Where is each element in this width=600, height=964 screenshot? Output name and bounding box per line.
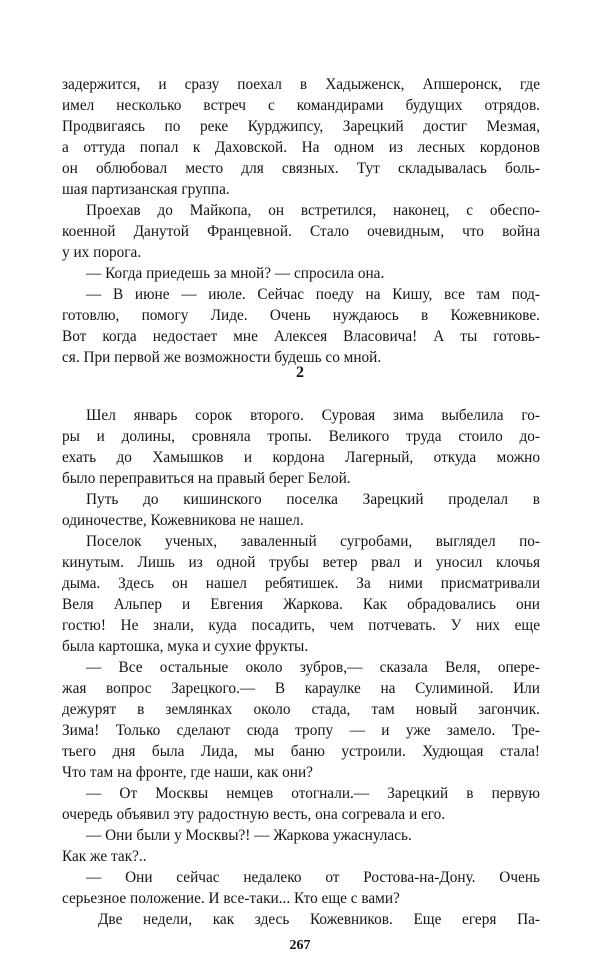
dialogue-line: — В июне — июле. Сейчас поеду на Кишу, все там под-	[86, 286, 540, 303]
text-line: Продвигаясь по реке Курджипсу, Зарецкий достиг Мезмая,	[62, 118, 540, 135]
text-line: одиночестве, Кожевникова не нашел.	[62, 512, 304, 529]
page-number: 267	[289, 938, 311, 953]
text-line: жая вопрос Зарецкого.— В караулке на Сулиминой. Или	[62, 680, 540, 697]
text-line: гостю! Не знали, куда посадить, чем потчевать. У них еще	[62, 617, 540, 634]
text-line: Поселок ученых, заваленный сугробами, выглядел по-	[86, 533, 540, 550]
text-line: Зима! Только сделают сюда тропу — и уже замело. Тре-	[62, 722, 540, 739]
text-line: Проехав до Майкопа, он встретился, наконец, с обеспо-	[86, 202, 540, 219]
text-line: тьего дня была Лида, мы баню устроили. Худющая стала!	[62, 743, 540, 760]
text-line: ехать до Хамышков и кордона Лагерный, откуда можно	[62, 449, 540, 466]
text-line: у их порога.	[62, 244, 142, 261]
text-line: Шел январь сорок второго. Суровая зима выбелила го-	[86, 407, 540, 424]
text-line: было переправиться на правый берег Белой.	[62, 470, 351, 487]
text-line: коенной Данутой Францевной. Стало очевидным, что война	[62, 223, 540, 240]
text-line: он облюбовал место для связных. Тут складывалась боль-	[62, 160, 540, 177]
text-line: а оттуда попал к Даховской. На одном из лесных кордонов	[62, 139, 540, 156]
text-line: задержится, и сразу поехал в Хадыженск, Апшеронск, где	[62, 76, 540, 93]
text-line: серьезное положение. И все-таки... Кто еще с вами?	[62, 890, 400, 907]
text-line: дыма. Здесь он нашел ребятишек. За ними присматривали	[62, 575, 540, 592]
text-line: Две недели, как здесь Кожевников. Еще егеря Па-	[98, 911, 540, 928]
chapter-number: 2	[296, 364, 304, 381]
text-line: дежурят в землянках около стада, там новый загончик.	[62, 701, 540, 718]
text-line: Веля Альпер и Евгения Жаркова. Как обрадовались они	[62, 596, 540, 613]
text-line: очередь объявил эту радостную весть, она согревала и его.	[62, 806, 446, 823]
text-line: шая партизанская группа.	[62, 181, 230, 198]
text-line: Что там на фронте, где наши, как они?	[62, 764, 313, 781]
text-line: была картошка, мука и сухие фрукты.	[62, 638, 309, 655]
text-line: Как же так?..	[62, 848, 147, 865]
dialogue-line: — От Москвы немцев отогнали.— Зарецкий в первую	[86, 785, 540, 802]
text-line: ры и долины, сровняла тропы. Великого труда стоило до-	[62, 428, 540, 445]
text-line: имел несколько встреч с командирами будущих отрядов.	[62, 97, 540, 114]
text-line: готовлю, помогу Лиде. Очень нуждаюсь в Кожевникове.	[62, 307, 540, 324]
text-line: Путь до кишинского поселка Зарецкий проделал в	[86, 491, 540, 508]
text-line: кинутым. Лишь из одной трубы ветер рвал и уносил клочья	[62, 554, 540, 571]
text-line: Вот когда недостает мне Алексея Власовича! А ты готовь-	[62, 328, 540, 345]
text-line: ся. При первой же возможности будешь со мной.	[62, 349, 382, 366]
dialogue-line: — Они сейчас недалеко от Ростова-на-Дону. Очень	[86, 869, 540, 886]
dialogue-line: — Все остальные около зубров,— сказала Веля, опере-	[86, 659, 540, 676]
dialogue-line: — Когда приедешь за мной? — спросила она.	[86, 265, 385, 282]
dialogue-line: — Они были у Москвы?! — Жаркова ужаснулась.	[86, 827, 412, 844]
